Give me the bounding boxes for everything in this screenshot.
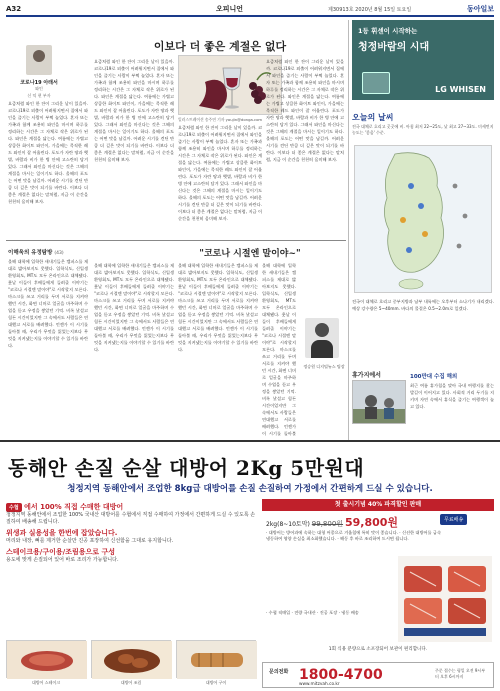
thumbnail-caption-3: 대방어 구이 (205, 680, 227, 685)
page-number: A32 (6, 5, 22, 13)
price-unit: 2kg(8~10토막) (266, 521, 310, 528)
price-line (266, 514, 398, 530)
photo-text: 최근 여름 휴가철을 맞아 국내 여행지를 찾는 발길이 이어지고 있다. 사회적 거리 두기를 지키며 자연 속에서 휴식을 즐기는 여행객이 늘고 있다. (410, 383, 494, 409)
ad-head3: 스테이크용/구이용/조림용으로 구성 (6, 548, 115, 556)
air-conditioner-icon (362, 72, 390, 94)
ad-line1: 1등 휘센이 시작하는 (358, 27, 418, 35)
thumbnail-braised (91, 640, 171, 678)
thumbnail-caption-2: 대방어 조림 (120, 680, 142, 685)
sale-price: 59,800원 (344, 516, 399, 529)
thumbnail-caption-1: 대방어 스테이크 (31, 680, 61, 685)
ad-text3: 용도에 맞게 손질되어 있어 바로 조리가 가능합니다. (6, 557, 119, 563)
column2-body-col1: 올해 대학에 입학한 새내기들은 캠퍼스를 제대로 밟아보지도 못했다. 입학식도, 신입생 환영회도, MT도 모두 온라인으로 대체됐다. 훗날 이들이 후배들에게 들려줄 이야기는 "코로나 시절엔 말이야"로 시작할지 모른다. 마스크를 쓰고 거리를 두며 서로를 지켜야 했던 시간, 화면 너머로 얼굴을 마주하며 수업을 듣고 우정을 쌓았던 기억. 비록 낯설고 힘든 시간이었지만 그 속에서도 사람들은 연대했고 서로를 배려했다. 언젠가 이 시기를 돌아볼 때, 우리가 무엇을 잃었는지보다 무엇을 지켜냈는지를 이야기할 수 있기를 바란다. (8, 259, 88, 348)
ad-title: 동해안 손질 순살 대방어 2Kg 5만원대 (8, 456, 365, 480)
order-phone-box[interactable] (262, 662, 494, 688)
sidebar-photo (352, 380, 406, 424)
price-banner: 첫 출시기념 40% 파격할인 판매 (262, 499, 494, 511)
author-photo (26, 45, 52, 75)
author-label: 코로나19 아래서 (20, 80, 58, 86)
column2-body-col4: 올해 대학에 입학한 새내기들은 캠퍼스를 제대로 밟아보지도 못했다. 입학식도, 신입생 환영회도, MT도 모두 온라인으로 대체됐다. 훗날 이들이 후배들에게 들려줄 이야기는 "코로나 시절엔 말이야"로 시작할지 모른다. 마스크를 쓰고 거리를 두며 서로를 지켜야 했던 시간, 화면 너머로 얼굴을 마주하며 수업을 듣고 우정을 쌓았던 기억. 비록 낯설고 힘든 시간이었지만 그 속에서도 사람들은 연대했고 서로를 배려했다. 언젠가 이 시기를 돌아볼 (262, 263, 296, 436)
page-header (6, 3, 494, 17)
original-price: 99,800원 (311, 520, 344, 528)
ad-text1: 청정지역 동해안에서 조업한 100% 국내산 대방어를 수협에서 직접 수매하여 가정에서 간편하게 드실 수 있도록 손질하여 배송해 드립니다. (6, 512, 256, 525)
portrait-caption: 정승원 디지털뉴스 팀장 (303, 364, 345, 369)
column-divider (348, 20, 349, 440)
ad-line2: 청정바람의 시대 (358, 42, 430, 53)
weather-title: 오늘의 날씨 (352, 113, 394, 122)
air-conditioner-ad[interactable] (352, 20, 494, 100)
ad-head2: 위생과 실용성을 한번에 잡았습니다. (6, 529, 118, 537)
columnist-portrait (300, 318, 344, 362)
article-body-col1: 요즘처럼 와인 한 잔이 그리운 날이 있을까. 코로나19로 외출이 어려워지면서 집에서 와인을 즐기는 사람이 부쩍 늘었다. 혼자 또는 가족과 함께 조용히 와인을 마시며 하루를 정리하는 시간은 그 자체로 작은 위로가 된다. 와인은 계절을 닮는다. 여름에는 가볍고 상큼한 화이트 와인이, 가을에는 묵직한 레드 와인이 잘 어울린다. 포도가 자란 땅과 햇볕, 바람과 비가 한 병 안에 고스란히 담겨 있다. 그래서 와인을 마신다는 것은 그해의 계절을 마시는 일이기도 하다. 올해의 포도는 어떤 맛을 남길까. 어려운 시기를 견딘 만큼 더 깊은 맛이 되기를 바란다. 이보다 더 좋은 계절은 없다는 말처럼, 지금 이 순간을 천천히 음미해 보자. (8, 101, 88, 204)
photo-headline: 100만대 수집 해외 (410, 374, 458, 380)
website-link[interactable]: www.mitzvah.co.kr (299, 682, 340, 687)
column2-body-col2: 올해 대학에 입학한 새내기들은 캠퍼스를 제대로 밟아보지도 못했다. 입학식도, 신입생 환영회도, MT도 모두 온라인으로 대체됐다. 훗날 이들이 후배들에게 들려줄 이야기는 "코로나 시절엔 말이야"로 시작할지 모른다. 마스크를 쓰고 거리를 두며 서로를 지켜야 했던 시간, 화면 너머로 얼굴을 마주하며 수업을 듣고 우정을 쌓았던 기억. 비록 낯설고 힘든 시간이었지만 그 속에서도 사람들은 연대했고 서로를 배려했다. 언젠가 이 시기를 돌아볼 때, 우리가 무엇을 잃었는지보다 무엇을 지켜냈는지를 이야기할 수 있기를 바란다. (94, 263, 174, 352)
author-title: 와인 (35, 86, 43, 91)
weather-summary: 전국 대체로 흐리고 곳곳에 비. 아침 최저 22~25도, 낮 최고 27~33도. 미세먼지 농도는 '좋음' 수준. (352, 124, 494, 135)
photo-title: 휴가지에서 (352, 372, 381, 379)
ad-head1: 수협 에서 100% 직접 수매한 대방어 (6, 502, 256, 512)
suhyup-tag: 수협 (6, 503, 22, 512)
image-caption: 일러스트레이션 송주연 기자 youjin@donga.com (178, 117, 263, 122)
column2-author-name: 이해욱의 유정탐방 (8, 250, 53, 256)
weather-map (354, 145, 492, 293)
article-body-col2: 요즘처럼 와인 한 잔이 그리운 날이 있을까. 코로나19로 외출이 어려워지면서 집에서 와인을 즐기는 사람이 부쩍 늘었다. 혼자 또는 가족과 함께 조용히 와인을 마시며 하루를 정리하는 시간은 그 자체로 작은 위로가 된다. 와인은 계절을 닮는다. 여름에는 가볍고 상큼한 화이트 와인이, 가을에는 묵직한 레드 와인이 잘 어울린다. 포도가 자란 땅과 햇볕, 바람과 비가 한 병 안에 고스란히 담겨 있다. 그래서 와인을 마신다는 것은 그해의 계절을 마시는 일이기도 하다. 올해의 포도는 어떤 맛을 남길까. 어려운 시기를 견딘 만큼 더 깊은 맛이 되기를 바란다. 이보다 더 좋은 계절은 없다는 말처럼, 지금 이 순간을 천천히 음미해 보자. (94, 59, 174, 162)
product-thumbnails (6, 640, 256, 686)
ad-text2: 머리와 내장, 뼈를 제거한 순살만 진공 포장하여 신선함을 그대로 유지합니다. (6, 538, 174, 544)
column2-author (8, 248, 64, 256)
free-shipping-badge: 무료배송 (440, 514, 467, 525)
feature-bullets: · 수협 직매입 · 전량 국내산 · 진공 포장 · 냉동 배송 (266, 610, 359, 615)
ad-subtitle: 청정지역 동해안에서 조업한 8kg급 대방어를 손질 손질하여 가정에서 간편하게 드실 수 있습니다. (67, 484, 433, 494)
article-headline: 이보다 더 좋은 계절은 없다 (153, 40, 287, 53)
date-line: 제30913호 2020년 8월 15일 토요일 (328, 7, 412, 13)
ad-bottom-note: 1회 식용 분량으로 소포장되어 보관이 편리합니다. (328, 647, 428, 652)
author-name: 신 익 현 부자 (27, 93, 51, 98)
phone-number[interactable]: 1800-4700 (299, 667, 383, 683)
article-body-col4: 요즘처럼 와인 한 잔이 그리운 날이 있을까. 코로나19로 외출이 어려워지면서 집에서 와인을 즐기는 사람이 부쩍 늘었다. 혼자 또는 가족과 함께 조용히 와인을 마시며 하루를 정리하는 시간은 그 자체로 작은 위로가 된다. 와인은 계절을 닮는다. 여름에는 가볍고 상큼한 화이트 와인이, 가을에는 묵직한 레드 와인이 잘 어울린다. 포도가 자란 땅과 햇볕, 바람과 비가 한 병 안에 고스란히 담겨 있다. 그래서 와인을 마신다는 것은 그해의 계절을 마시는 일이기도 하다. 올해의 포도는 어떤 맛을 남길까. 어려운 시기를 견딘 만큼 더 깊은 맛이 되기를 바란다. 이보다 더 좋은 계절은 없다는 말처럼, 지금 이 순간을 천천히 음미해 보자. (266, 59, 344, 162)
newspaper-logo: 동아일보 (466, 5, 494, 13)
fish-product-image (398, 556, 492, 642)
product-notes: · 대방어는 방어과에 속하는 대형 어종으로 겨울철에 특히 맛이 좋습니다. · 신선한 대방어를 급속 냉동하여 영양 손실을 최소화했습니다. · 해동 후 바로 조리하여 드시면 됩니다. (266, 530, 442, 541)
phone-label: 문의전화 (269, 669, 289, 675)
author-byline (8, 45, 70, 98)
article-divider (6, 240, 346, 241)
column2-author-tag: (43) (54, 251, 64, 256)
column2-body-col3: 올해 대학에 입학한 새내기들은 캠퍼스를 제대로 밟아보지도 못했다. 입학식도, 신입생 환영회도, MT도 모두 온라인으로 대체됐다. 훗날 이들이 후배들에게 들려줄 이야기는 "코로나 시절엔 말이야"로 시작할지 모른다. 마스크를 쓰고 거리를 두며 서로를 지켜야 했던 시간, 화면 너머로 얼굴을 마주하며 수업을 듣고 우정을 쌓았던 기억. 비록 낯설고 힘든 시간이었지만 그 속에서도 사람들은 연대했고 서로를 배려했다. 언젠가 이 시기를 돌아볼 때, 우리가 무엇을 잃었는지보다 무엇을 지켜냈는지를 이야기할 수 있기를 바란다. (178, 263, 258, 352)
order-hours-note: 주문 접수는 평일 오전 9시부터 오후 6시까지 (435, 668, 486, 679)
article-body-col3: 요즘처럼 와인 한 잔이 그리운 날이 있을까. 코로나19로 외출이 어려워지면서 집에서 와인을 즐기는 사람이 부쩍 늘었다. 혼자 또는 가족과 함께 조용히 와인을 마시며 하루를 정리하는 시간은 그 자체로 작은 위로가 된다. 와인은 계절을 닮는다. 여름에는 가볍고 상큼한 화이트 와인이, 가을에는 묵직한 레드 와인이 잘 어울린다. 포도가 자란 땅과 햇볕, 바람과 비가 한 병 안에 고스란히 담겨 있다. 그래서 와인을 마신다는 것은 그해의 계절을 마시는 일이기도 하다. 올해의 포도는 어떤 맛을 남길까. 어려운 시기를 견딘 만큼 더 깊은 맛이 되기를 바란다. 이보다 더 좋은 계절은 없다는 말처럼, 지금 이 순간을 천천히 음미해 보자. (178, 125, 262, 221)
column2-headline: "코로나 시절엔 말이야~" (199, 249, 301, 259)
section-title: 오피니언 (216, 5, 244, 13)
thumbnail-grilled (176, 640, 256, 678)
ad-brand: LG WHISEN (435, 85, 486, 94)
weather-description: 전국이 대체로 흐리고 중부지방과 남부 내륙에는 오후부터 소나기가 내리겠다. 예상 강수량은 5~40mm. 바다의 물결은 0.5~2.0m로 일겠다. (352, 299, 494, 311)
thumbnail-steak (6, 640, 86, 678)
